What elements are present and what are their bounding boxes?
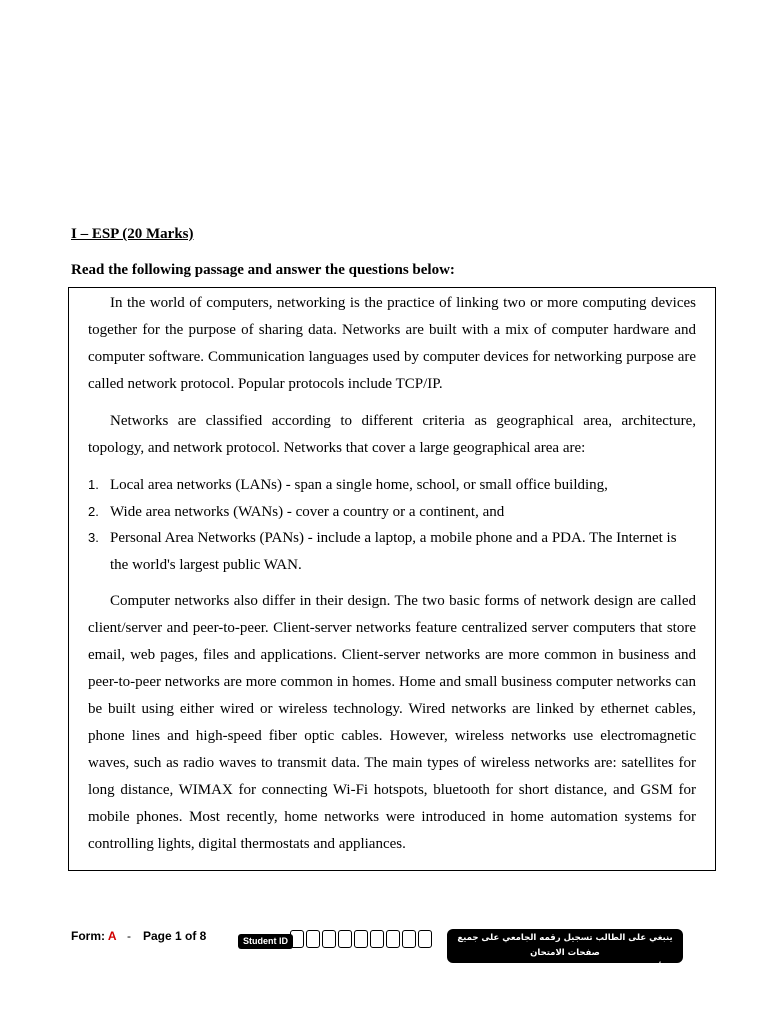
section-title: I – ESP (20 Marks) [71,226,194,242]
list-item-number: 2. [88,503,99,519]
list-item-text: Wide area networks (WANs) - cover a country or a continent, and [110,503,505,520]
student-id-digit-box[interactable] [386,930,400,948]
passage-paragraph-1: In the world of computers, networking is the practice of linking two or more computing devices together for the purpose of sharing data. Networks are built with a mix of computer hardware and computer software. Communication languages used by computer devices for networking purpose are called network protocol. Popular protocols include TCP/IP. [88,295,696,392]
arabic-note-line-1: ينبغي على الطالب تسجيل رقمه الجامعي على جميع صفحات الامتحان [457,933,673,958]
instruction-text: Read the following passage and answer the questions below: [71,262,455,278]
form-value: A [107,929,117,943]
list-item [88,525,696,578]
list-item-text: Local area networks (LANs) - span a single home, school, or small office building, [110,477,608,493]
student-id-digit-box[interactable] [402,930,416,948]
student-id-digit-box[interactable] [354,930,368,948]
list-item [88,499,696,526]
page-number: Page 1 of 8 [143,929,207,943]
student-id-digit-box[interactable] [290,930,304,948]
student-id-digit-box[interactable] [322,930,336,948]
list-item [88,472,696,499]
list-item-number: 1. [88,477,99,492]
student-id-digit-box[interactable] [370,930,384,948]
arabic-note-line-2: والتأكد من حصوله على جميع الصفحات من خلال تفقد ترقيم الصفحات [453,963,677,988]
footer-separator: - [127,929,131,943]
passage-paragraph-2: Networks are classified according to different criteria as geographical area, architecture, topology, and network protocol. Networks that cover a large geographical area are: [88,413,696,456]
student-id-digit-box[interactable] [338,930,352,948]
form-label [71,929,117,943]
student-id-label: Student ID [238,934,293,949]
list-item-text: Personal Area Networks (PANs) - include a laptop, a mobile phone and a PDA. The Internet is the world's largest public WAN. [110,530,677,573]
student-id-boxes [290,930,432,948]
page-footer [71,926,691,988]
student-id-digit-box[interactable] [306,930,320,948]
network-types-list [88,472,696,578]
passage-box [68,287,716,871]
student-id-digit-box[interactable] [418,930,432,948]
arabic-instruction-note [447,929,683,988]
list-item-number: 3. [88,530,99,545]
passage-paragraph-3: Computer networks also differ in their design. The two basic forms of network design are called client/server and peer-to-peer. Client-server networks feature centralized server computers that store email, web pages, files and applications. Client-server networks are more common in business and peer-to-peer networks are more common in homes. Home and small business computer networks can be built using either wired or wireless technology. Wired networks are linked by ethernet cables, phone lines and high-speed fiber optic cables. However, wireless networks use electromagnetic waves, such as radio waves to transmit data. The main types of wireless networks are: satellites for long distance, WIMAX for connecting Wi-Fi hotspots, bluetooth for short distance, and GSM for mobile phones. Most recently, home networks were introduced in home automation systems for controlling lights, digital thermostats and appliances. [88,593,696,852]
form-label-text: Form: [71,929,105,943]
